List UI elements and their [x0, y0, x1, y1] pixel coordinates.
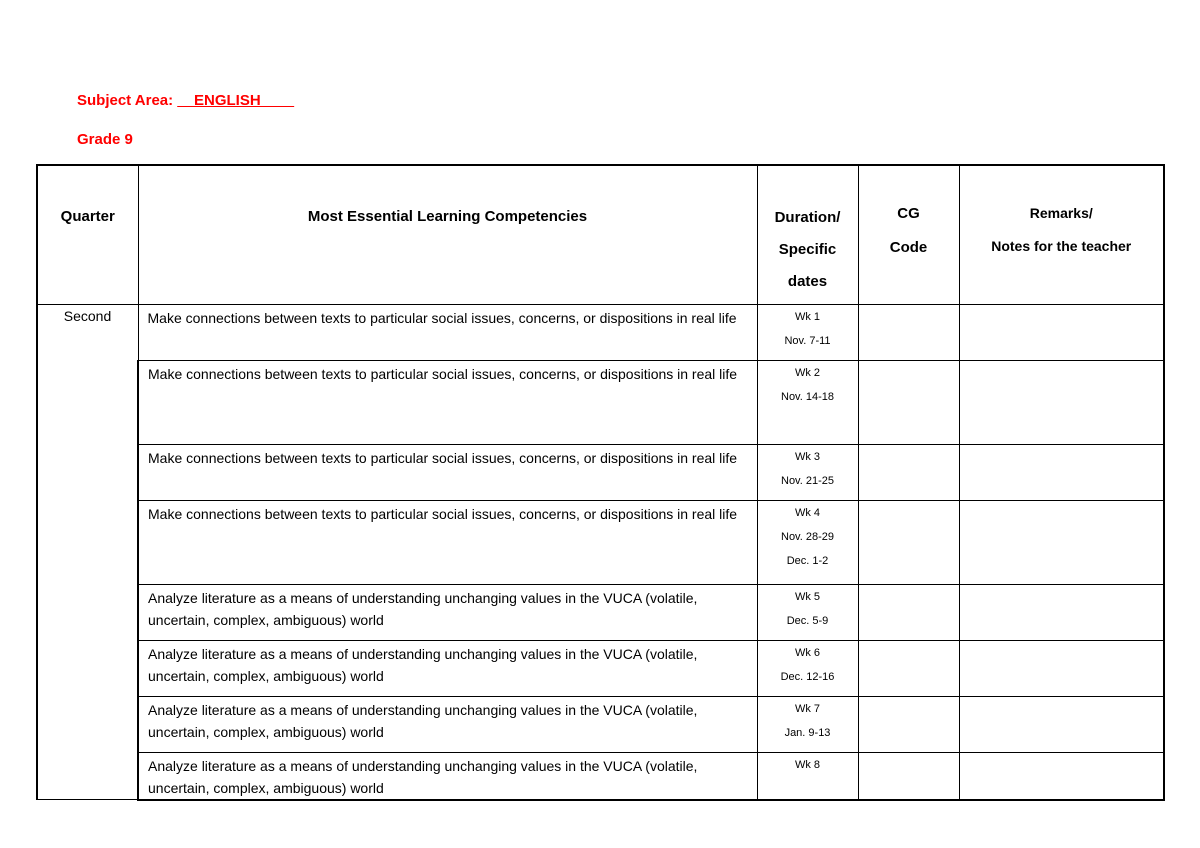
- quarter-cell: Second: [37, 304, 138, 800]
- quarter-column-header: Quarter: [37, 165, 138, 304]
- duration-header-line: dates: [787, 273, 828, 290]
- week-label: Wk 2: [794, 366, 821, 379]
- cg-code-cell: [858, 640, 959, 696]
- cg-header-line: CG: [897, 205, 920, 222]
- date-range: Jan. 9-13: [784, 726, 831, 739]
- competency-cell: Make connections between texts to particular social issues, concerns, or dispositions in real life: [138, 444, 757, 500]
- cg-code-cell: [858, 500, 959, 584]
- duration-cell: [757, 640, 858, 696]
- duration-cell: [757, 444, 858, 500]
- duration-header-line: Duration/: [774, 209, 841, 226]
- table-row: [37, 304, 1164, 360]
- table-row: [37, 584, 1164, 640]
- cg-code-cell: [858, 584, 959, 640]
- remarks-column-header: [959, 165, 1164, 304]
- week-label: Wk 7: [794, 702, 821, 715]
- date-range: Nov. 21-25: [781, 474, 834, 487]
- week-label: Wk 3: [794, 450, 821, 463]
- date-range: Nov. 14-18: [781, 390, 834, 403]
- subject-area-line: [77, 92, 294, 109]
- cg-code-cell: [858, 444, 959, 500]
- duration-cell: [757, 360, 858, 444]
- grade-level: Grade 9: [77, 131, 133, 148]
- competency-cell: Make connections between texts to particular social issues, concerns, or dispositions in real life: [138, 304, 757, 360]
- competency-cell: Make connections between texts to particular social issues, concerns, or dispositions in real life: [138, 500, 757, 584]
- table-row: [37, 360, 1164, 444]
- cg-code-column-header: [858, 165, 959, 304]
- duration-cell: [757, 584, 858, 640]
- remarks-cell: [959, 696, 1164, 752]
- date-range: Dec. 5-9: [786, 614, 829, 627]
- cg-header-line: Code: [889, 239, 928, 256]
- table-header-row: [37, 165, 1164, 304]
- duration-cell: [757, 304, 858, 360]
- subject-area-label: Subject Area:: [77, 92, 174, 109]
- remarks-cell: [959, 304, 1164, 360]
- subject-area-value: __ENGLISH____: [177, 92, 295, 109]
- week-label: Wk 6: [794, 646, 821, 659]
- cg-code-cell: [858, 304, 959, 360]
- remarks-cell: [959, 584, 1164, 640]
- remarks-cell: [959, 360, 1164, 444]
- duration-column-header: [757, 165, 858, 304]
- remarks-cell: [959, 500, 1164, 584]
- date-range: Dec. 12-16: [780, 670, 835, 683]
- duration-cell: [757, 696, 858, 752]
- melc-table: [36, 164, 1165, 801]
- date-range: Dec. 1-2: [786, 554, 829, 567]
- competency-cell: Analyze literature as a means of understanding unchanging values in the VUCA (volatile, uncertain, complex, ambiguous) world: [138, 584, 757, 640]
- cg-code-cell: [858, 752, 959, 800]
- remarks-header-line: Remarks/: [1029, 205, 1093, 221]
- week-label: Wk 1: [794, 310, 821, 323]
- remarks-cell: [959, 752, 1164, 800]
- duration-cell: [757, 752, 858, 800]
- competency-cell: Analyze literature as a means of understanding unchanging values in the VUCA (volatile, uncertain, complex, ambiguous) world: [138, 696, 757, 752]
- table-row: [37, 444, 1164, 500]
- date-range: Nov. 28-29: [781, 530, 834, 543]
- competency-cell: Make connections between texts to particular social issues, concerns, or dispositions in real life: [138, 360, 757, 444]
- duration-cell: [757, 500, 858, 584]
- table-row: [37, 500, 1164, 584]
- remarks-cell: [959, 640, 1164, 696]
- duration-header-line: Specific: [778, 241, 837, 258]
- competencies-column-header: Most Essential Learning Competencies: [138, 165, 757, 304]
- competency-cell: Analyze literature as a means of understanding unchanging values in the VUCA (volatile, uncertain, complex, ambiguous) world: [138, 752, 757, 800]
- table-row: [37, 696, 1164, 752]
- remarks-cell: [959, 444, 1164, 500]
- week-label: Wk 5: [794, 590, 821, 603]
- cg-code-cell: [858, 696, 959, 752]
- competency-cell: Analyze literature as a means of understanding unchanging values in the VUCA (volatile, uncertain, complex, ambiguous) world: [138, 640, 757, 696]
- week-label: Wk 4: [794, 506, 821, 519]
- week-label: Wk 8: [794, 758, 821, 771]
- cg-code-cell: [858, 360, 959, 444]
- table-row: [37, 752, 1164, 800]
- date-range: Nov. 7-11: [784, 334, 831, 347]
- table-row: [37, 640, 1164, 696]
- remarks-header-line: Notes for the teacher: [991, 238, 1132, 254]
